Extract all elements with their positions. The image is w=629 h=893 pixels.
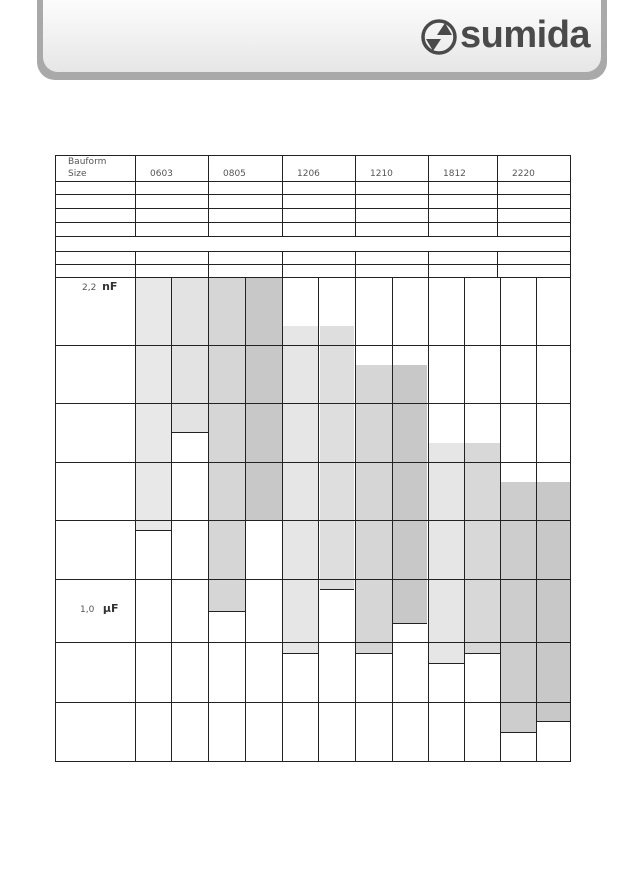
row-label-first-unit: nF	[102, 280, 118, 293]
row-label-first-value: 2,2	[82, 283, 97, 293]
row-label-middle-value: 1,0	[80, 605, 95, 615]
header-label-size: Size	[68, 169, 87, 179]
size-2220: 2220	[512, 169, 535, 179]
size-1812: 1812	[443, 169, 466, 179]
sumida-logo-icon	[420, 18, 458, 56]
size-1210: 1210	[370, 169, 393, 179]
size-0603: 0603	[150, 169, 173, 179]
row-label-middle-unit: µF	[102, 602, 119, 615]
row-label-first	[82, 281, 117, 294]
size-0805: 0805	[223, 169, 246, 179]
brand-name: sumida	[460, 14, 591, 56]
row-label-middle	[80, 603, 119, 616]
size-1206: 1206	[297, 169, 320, 179]
header-label-bauform: Bauform	[68, 157, 107, 167]
table-frame	[55, 155, 571, 762]
